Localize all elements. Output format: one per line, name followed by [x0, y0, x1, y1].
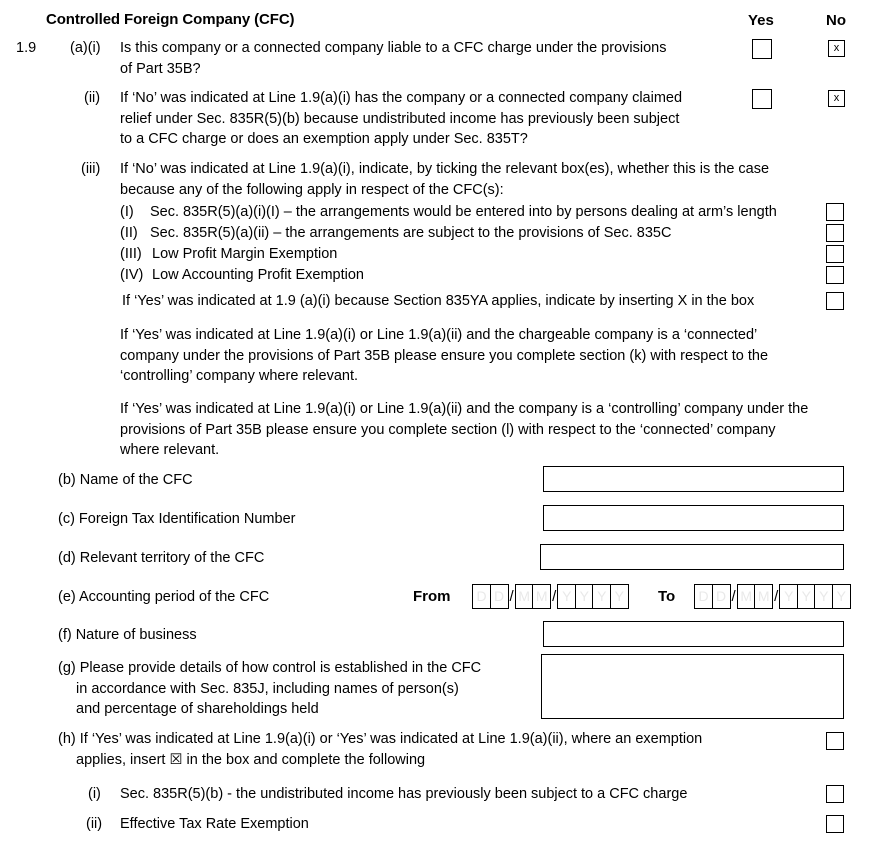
label-name-of-cfc: (b) Name of the CFC [58, 472, 193, 488]
sub-text-h-i: Sec. 835R(5)(b) - the undistributed income has previously been subject to a CFC charge [120, 786, 688, 802]
option-marker-1: (I) [120, 204, 134, 220]
question-a-i-line1: Is this company or a connected company liable to a CFC charge under the provisions [120, 40, 667, 56]
question-a-iii-text [120, 159, 840, 200]
item-marker-a-iii: (iii) [81, 161, 101, 177]
sub-marker-h-i: (i) [88, 786, 101, 802]
date-to-day-2[interactable]: D [712, 584, 731, 609]
note-l-line1: If ‘Yes’ was indicated at Line 1.9(a)(i) or Line 1.9(a)(ii) and the company is a ‘controlling’ company under the [120, 401, 809, 417]
date-to-year[interactable] [779, 584, 851, 609]
column-header-yes: Yes [748, 12, 774, 29]
question-a-iii-line1: If ‘No’ was indicated at Line 1.9(a)(i), indicate, by ticking the relevant box(es), whether this is the case [120, 161, 770, 177]
label-control-details-line3: and percentage of shareholdings held [76, 701, 319, 717]
label-accounting-period: (e) Accounting period of the CFC [58, 589, 270, 605]
date-to-day[interactable] [694, 584, 731, 609]
label-h-line1: (h) If ‘Yes’ was indicated at Line 1.9(a)(i) or ‘Yes’ was indicated at Line 1.9(a)(ii), where an exemption [58, 731, 703, 747]
date-group-to[interactable] [694, 584, 851, 609]
input-name-of-cfc[interactable] [543, 466, 844, 492]
date-to-year-3[interactable]: Y [814, 584, 833, 609]
option-text-3: Low Profit Margin Exemption [152, 246, 338, 262]
note-connected-company [120, 325, 860, 387]
date-from-month-1[interactable]: M [515, 584, 534, 609]
date-to-sep-2: / [774, 588, 779, 605]
date-to-month-2[interactable]: M [754, 584, 773, 609]
option-text-2: Sec. 835R(5)(a)(ii) – the arrangements are subject to the provisions of Sec. 835C [150, 225, 672, 241]
date-from-sep-2: / [552, 588, 557, 605]
question-a-ii-line1: If ‘No’ was indicated at Line 1.9(a)(i) has the company or a connected company claimed [120, 90, 683, 106]
date-from-day[interactable] [472, 584, 509, 609]
label-nature-of-business: (f) Nature of business [58, 627, 197, 643]
checkbox-a-ii-no[interactable]: x [828, 90, 845, 107]
note-k-line3: ‘controlling’ company where relevant. [120, 368, 359, 384]
date-to-day-1[interactable]: D [694, 584, 713, 609]
question-a-iii-line2: because any of the following apply in respect of the CFC(s): [120, 181, 504, 198]
column-header-no: No [826, 12, 846, 29]
date-group-from[interactable] [472, 584, 629, 609]
label-control-details [58, 658, 528, 720]
note-l-line2: provisions of Part 35B please ensure you complete section (l) with respect to the ‘connected’ company [120, 421, 776, 438]
checkbox-option-4[interactable] [826, 266, 844, 284]
checkbox-a-i-no[interactable]: x [828, 40, 845, 57]
sub-text-h-ii: Effective Tax Rate Exemption [120, 816, 309, 832]
date-to-year-2[interactable]: Y [797, 584, 816, 609]
checkbox-a-i-yes[interactable] [752, 39, 772, 59]
input-foreign-tax-id[interactable] [543, 505, 844, 531]
input-relevant-territory[interactable] [540, 544, 844, 570]
checkbox-option-3[interactable] [826, 245, 844, 263]
checkbox-option-1[interactable] [826, 203, 844, 221]
label-control-details-line2: in accordance with Sec. 835J, including names of person(s) [76, 680, 459, 697]
item-marker-a-ii: (ii) [84, 90, 101, 106]
page-title: Controlled Foreign Company (CFC) [46, 11, 295, 28]
option-text-1: Sec. 835R(5)(a)(i)(I) – the arrangements would be entered into by persons dealing at arm’s length [150, 204, 777, 220]
question-a-i-text [120, 38, 720, 79]
input-nature-of-business[interactable] [543, 621, 844, 647]
date-from-year-4[interactable]: Y [610, 584, 629, 609]
checkbox-h-i[interactable] [826, 785, 844, 803]
option-marker-4: (IV) [120, 267, 144, 283]
option-text-4: Low Accounting Profit Exemption [152, 267, 364, 283]
label-exemption-applies [58, 729, 818, 770]
date-from-month-2[interactable]: M [532, 584, 551, 609]
date-from-year-1[interactable]: Y [557, 584, 576, 609]
sub-marker-h-ii: (ii) [86, 816, 103, 832]
item-marker-a-i: (a)(i) [70, 40, 101, 56]
option-marker-2: (II) [120, 225, 138, 241]
date-from-month[interactable] [515, 584, 552, 609]
label-to: To [658, 588, 676, 605]
date-from-year-2[interactable]: Y [575, 584, 594, 609]
question-number: 1.9 [16, 40, 37, 56]
date-from-day-2[interactable]: D [490, 584, 509, 609]
note-k-line2: company under the provisions of Part 35B please ensure you complete section (k) with respect to the [120, 347, 769, 364]
date-to-year-4[interactable]: Y [832, 584, 851, 609]
label-relevant-territory: (d) Relevant territory of the CFC [58, 550, 265, 566]
question-a-ii-line2: relief under Sec. 835R(5)(b) because undistributed income has previously been subject [120, 110, 680, 127]
option-marker-3: (III) [120, 246, 142, 262]
text-835ya: If ‘Yes’ was indicated at 1.9 (a)(i) because Section 835YA applies, indicate by inserting X in the box [122, 293, 755, 309]
date-to-sep-1: / [731, 588, 736, 605]
date-to-month-1[interactable]: M [737, 584, 756, 609]
date-to-year-1[interactable]: Y [779, 584, 798, 609]
label-from: From [413, 588, 451, 605]
date-to-month[interactable] [737, 584, 774, 609]
date-from-day-1[interactable]: D [472, 584, 491, 609]
checkbox-835ya[interactable] [826, 292, 844, 310]
date-from-year[interactable] [557, 584, 629, 609]
checkbox-exemption-applies[interactable] [826, 732, 844, 750]
date-from-sep-1: / [509, 588, 514, 605]
question-a-ii-text [120, 88, 730, 150]
input-control-details[interactable] [541, 654, 844, 719]
question-a-i-line2: of Part 35B? [120, 60, 201, 77]
label-foreign-tax-id: (c) Foreign Tax Identification Number [58, 511, 296, 527]
checkbox-a-ii-yes[interactable] [752, 89, 772, 109]
note-k-line1: If ‘Yes’ was indicated at Line 1.9(a)(i) or Line 1.9(a)(ii) and the chargeable company is a ‘connected’ [120, 327, 758, 343]
question-a-ii-line3: to a CFC charge or does an exemption apply under Sec. 835T? [120, 131, 528, 147]
label-control-details-line1: (g) Please provide details of how control is established in the CFC [58, 660, 482, 676]
note-l-line3: where relevant. [120, 442, 220, 458]
checkbox-option-2[interactable] [826, 224, 844, 242]
checkbox-h-ii[interactable] [826, 815, 844, 833]
label-h-line2: applies, insert ☒ in the box and complete the following [76, 751, 426, 768]
note-controlling-company [120, 399, 865, 461]
date-from-year-3[interactable]: Y [592, 584, 611, 609]
